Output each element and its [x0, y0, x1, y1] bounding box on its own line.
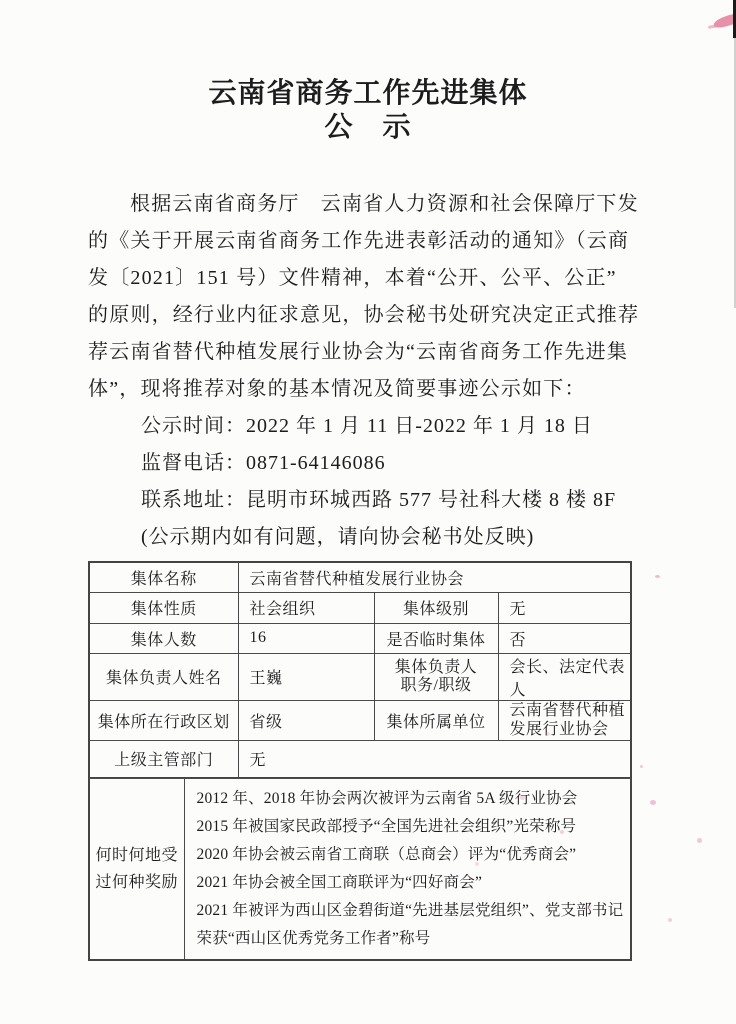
scan-speckle [655, 575, 660, 578]
body-line: 的《关于开展云南省商务工作先进表彰活动的通知》（云商 [88, 230, 630, 252]
body-line: 体”，现将推荐对象的基本情况及简要事迹公示如下： [88, 378, 586, 400]
label-collective-size: 集体人数 [89, 623, 238, 653]
detail-block [88, 408, 648, 556]
scan-speckle [640, 765, 643, 768]
table-row-nature-level [89, 592, 631, 623]
value-collective-nature: 社会组织 [238, 592, 374, 623]
label-leader-position-line1: 集体负责人 [394, 658, 478, 676]
value-leader-name: 王巍 [238, 653, 374, 700]
body-line: 荐云南省替代种植发展行业协会为“云南省商务工作先进集 [88, 341, 629, 363]
awards-label-line1: 何时何地受 [95, 846, 178, 864]
awards-label-line2: 过何种奖励 [95, 873, 178, 891]
label-collective-nature: 集体性质 [89, 592, 238, 623]
table-row-leader [89, 653, 631, 700]
scan-speckle [520, 795, 525, 800]
label-collective-name: 集体名称 [89, 562, 238, 592]
table-row-awards [89, 778, 631, 960]
detail-line-contact-address: 联系地址：昆明市环城西路 577 号社科大楼 8 楼 8F [141, 489, 617, 511]
scan-speckle [668, 918, 672, 922]
label-leader-position-line2: 职务/职级 [400, 676, 472, 694]
value-admin-region: 省级 [238, 700, 374, 740]
awards-table [88, 778, 632, 961]
detail-line-feedback-note: (公示期内如有问题，请向协会秘书处反映) [141, 526, 535, 548]
award-item: 2021 年协会被全国工商联评为“四好商会” [196, 873, 483, 891]
table-row-size-temporary [89, 623, 631, 653]
detail-line-publicity-period: 公示时间：2022 年 1 月 11 日-2022 年 1 月 18 日 [141, 415, 593, 437]
label-leader-name: 集体负责人姓名 [89, 653, 238, 700]
table-row-collective-name [89, 562, 631, 592]
label-affiliated-unit: 集体所属单位 [374, 700, 498, 740]
award-item: 2020 年协会被云南省工商联（总商会）评为“优秀商会” [196, 845, 577, 863]
label-leader-position [374, 653, 498, 700]
detail-line-supervision-phone: 监督电话：0871-64146086 [141, 452, 386, 474]
body-line: 发〔2021〕151 号）文件精神，本着“公开、公平、公正” [88, 267, 617, 289]
notice-subtitle: 公 示 [324, 112, 412, 143]
label-is-temporary: 是否临时集体 [374, 623, 498, 653]
label-collective-level: 集体级别 [374, 592, 498, 623]
value-affiliated-unit: 云南省替代种植发展行业协会 [498, 700, 631, 740]
scan-speckle [560, 830, 564, 834]
label-admin-region: 集体所在行政区划 [89, 700, 238, 740]
scan-speckle [650, 800, 656, 805]
value-is-temporary: 否 [498, 623, 631, 653]
award-item: 2015 年被国家民政部授予“全国先进社会组织”光荣称号 [196, 817, 577, 835]
awards-content-cell [184, 778, 631, 960]
value-leader-position: 会长、法定代表人 [498, 653, 631, 700]
body-line: 根据云南省商务厅 云南省人力资源和社会保障厅下发 [130, 193, 639, 215]
value-collective-size: 16 [238, 623, 374, 653]
award-item: 2012 年、2018 年协会两次被评为云南省 5A 级行业协会 [196, 789, 578, 807]
label-superior-department: 上级主管部门 [89, 740, 238, 778]
scan-speckle [585, 905, 591, 909]
scan-speckle [697, 838, 702, 843]
body-line: 的原则，经行业内征求意见，协会秘书处研究决定正式推荐 [88, 304, 640, 326]
award-item: 2021 年被评为西山区金碧街道“先进基层党组织”、党支部书记荣获“西山区优秀党务工作者”称号 [196, 901, 624, 947]
scan-speckle [545, 732, 550, 736]
table-row-superior-department [89, 740, 631, 778]
value-collective-name: 云南省替代种植发展行业协会 [238, 562, 631, 592]
body-paragraph [88, 186, 648, 408]
page-title: 云南省商务工作先进集体 [208, 78, 528, 109]
awards-label-cell [89, 778, 184, 960]
scan-speckle [475, 862, 479, 866]
value-collective-level: 无 [498, 592, 631, 623]
info-table [88, 561, 632, 779]
value-superior-department: 无 [238, 740, 631, 778]
